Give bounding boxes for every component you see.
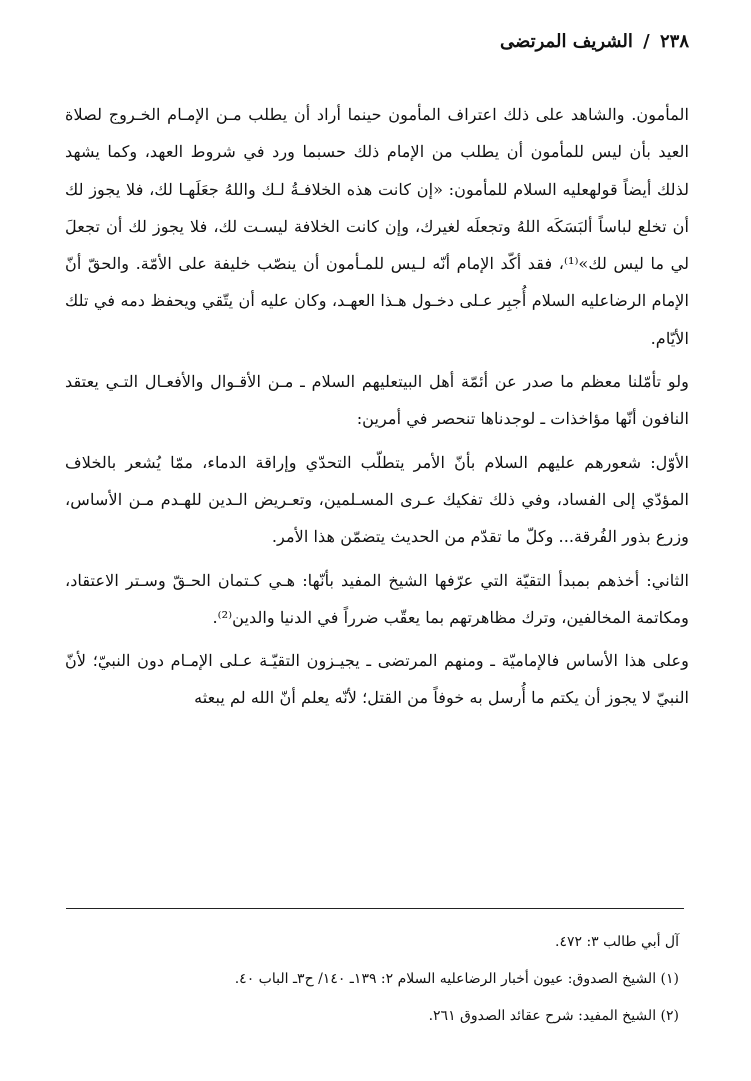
- header-separator: /: [643, 31, 650, 52]
- footnote-2: (٢) الشيخ المفيد: شرح عقائد الصدوق ٢٦١.: [428, 1008, 679, 1024]
- page-header: [500, 30, 689, 54]
- paragraph-1: المأمون. والشاهد على ذلك اعتراف المأمون حينما أراد أن يطلب مـن الإمـام الخـروج لصلاة العيد بأن ليس للمأمون أن يطلب من الإمام ذلك حسبما ورد في شروط العهد، وكما يشهد لذلك أيضاً قولهعليه السلام للمأمون: «إن كانت هذه الخلافـةُ لـك واللهُ جعَلَهـا لك، فلا يجوز لك أن تخلع لباساً ألبَسَكَه اللهُ وتجعلَه لغيرك، وإن كانت الخلافة ليسـت لك، فلا يجوز لك أن تجعلَ لي ما ليس لك»⁽¹⁾، فقد أكّد الإمام أنّه لـيس للمـأمون أن ينصّب خليفة على الأمّة. والحقّ أنّ الإمام الرضاعليه السلام أُجبِر عـلى دخـول هـذا العهـد، وكان عليه أن يتّقي ويحفظ دمه في تلك الأيّام.: [65, 105, 690, 348]
- page-number: ٢٣٨: [659, 31, 689, 52]
- running-title: الشريف المرتضى: [500, 31, 633, 52]
- paragraph-5: وعلى هذا الأساس فالإماميّة ـ ومنهم المرتضى ـ يجيـزون التقيّـة عـلى الإمـام دون النبيّ؛ لأنّ النبيّ لا يجوز أن يكتم ما أُرسل به خوفاً من القتل؛ لأنّه يعلم أنّ الله لم يبعثه: [65, 651, 689, 708]
- footnote-continuation: آل أبي طالب ٣: ٤٧٢.: [554, 934, 679, 950]
- footnotes: [69, 924, 679, 1035]
- paragraph-2: ولو تأمّلنا معظم ما صدر عن أئمّة أهل البيتعليهم السلام ـ مـن الأقـوال والأفعـال التـي يعتقد النافون أنّها مؤاخذات ـ لوجدناها تنحصر في أمرين:: [65, 372, 689, 429]
- footnote-divider: [66, 908, 684, 909]
- footnote-1: (١) الشيخ الصدوق: عيون أخبار الرضاعليه السلام ٢: ١٣٩ـ ١٤٠/ ح٣ـ الباب ٤٠.: [234, 971, 679, 987]
- paragraph-3: الأوّل: شعورهم عليهم السلام بأنّ الأمر يتطلّب التحدّي وإراقة الدماء، ممّا يُشعر بالخلاف المؤدّي إلى الفساد، وفي ذلك تفكيك عـرى المسـلمين، وتعـريض الـدين للهـدم مـن الأساس، وزرع بذور الفُرقة... وكلّ ما تقدّم من الحديث يتضمّن هذا الأمر.: [65, 452, 689, 547]
- paragraph-4: الثاني: أخذهم بمبدأ التقيّة التي عرّفها الشيخ المفيد بأنّها: هـي كـتمان الحـقّ وسـتر الاعتقاد، ومكاتمة المخالفين، وترك مظاهرتهم بما يعقّب ضرراً في الدنيا والدين⁽²⁾.: [65, 570, 689, 627]
- main-text: [65, 96, 689, 723]
